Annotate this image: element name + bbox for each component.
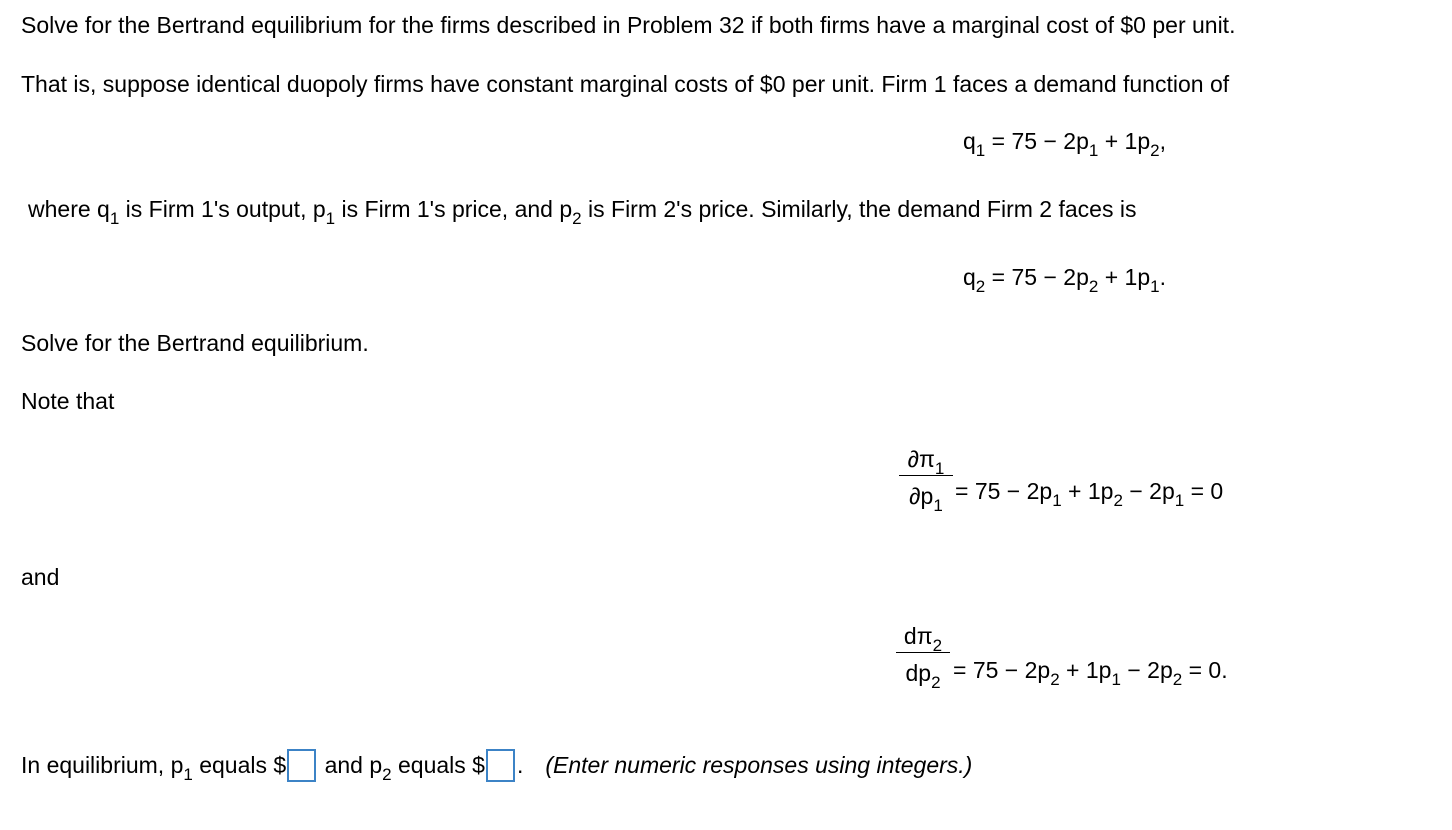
answer-hint: (Enter numeric responses using integers.) [545, 752, 973, 778]
problem-intro: Solve for the Bertrand equilibrium for the firms described in Problem 32 if both firms have a marginal cost of $0 per unit. [21, 12, 1236, 38]
variable-definitions: where $q_1$ is Firm 1's output, $p_1$ is Firm 1's price, and $p_2$ is Firm 2's price. Similarly, the demand Firm 2 faces is [28, 196, 1137, 228]
derivative-firm-2-numerator: $d\pi_2$ [903, 623, 943, 655]
derivative-firm-1-fraction [899, 445, 953, 515]
demand-equation-firm-2: $q_2 = 75 - 2p_2 + 1p_1$. [963, 264, 1166, 296]
derivative-firm-2-denominator: $dp_2$ [905, 660, 941, 692]
solve-instruction: Solve for the Bertrand equilibrium. [21, 330, 369, 356]
derivative-firm-1-numerator: $\partial\pi_1$ [907, 446, 945, 478]
answer-line: In equilibrium, $p_1$ equals $ and $p_2$ equals $ . (Enter numeric responses using integers.) [21, 749, 972, 782]
p1-answer-input[interactable] [287, 749, 316, 782]
note-that-text: Note that [21, 388, 115, 414]
derivative-firm-2-rhs: = $75 - 2p_2 + 1p_1 - 2p_2 = 0$. [953, 657, 1228, 689]
fraction-bar [899, 475, 953, 476]
problem-paragraph-1: That is, suppose identical duopoly firms have constant marginal costs of $0 per unit. Firm 1 faces a demand function of [21, 71, 1230, 97]
and-text: and [21, 564, 60, 590]
derivative-firm-2-fraction [896, 622, 950, 692]
derivative-firm-1-denominator: $\partial p_1$ [909, 483, 943, 515]
derivative-firm-1-rhs: = $75 - 2p_1 + 1p_2 - 2p_1 = 0$ [955, 478, 1224, 510]
demand-equation-firm-1: $q_1 = 75 - 2p_1 + 1p_2$, [963, 128, 1166, 160]
p2-answer-input[interactable] [486, 749, 515, 782]
